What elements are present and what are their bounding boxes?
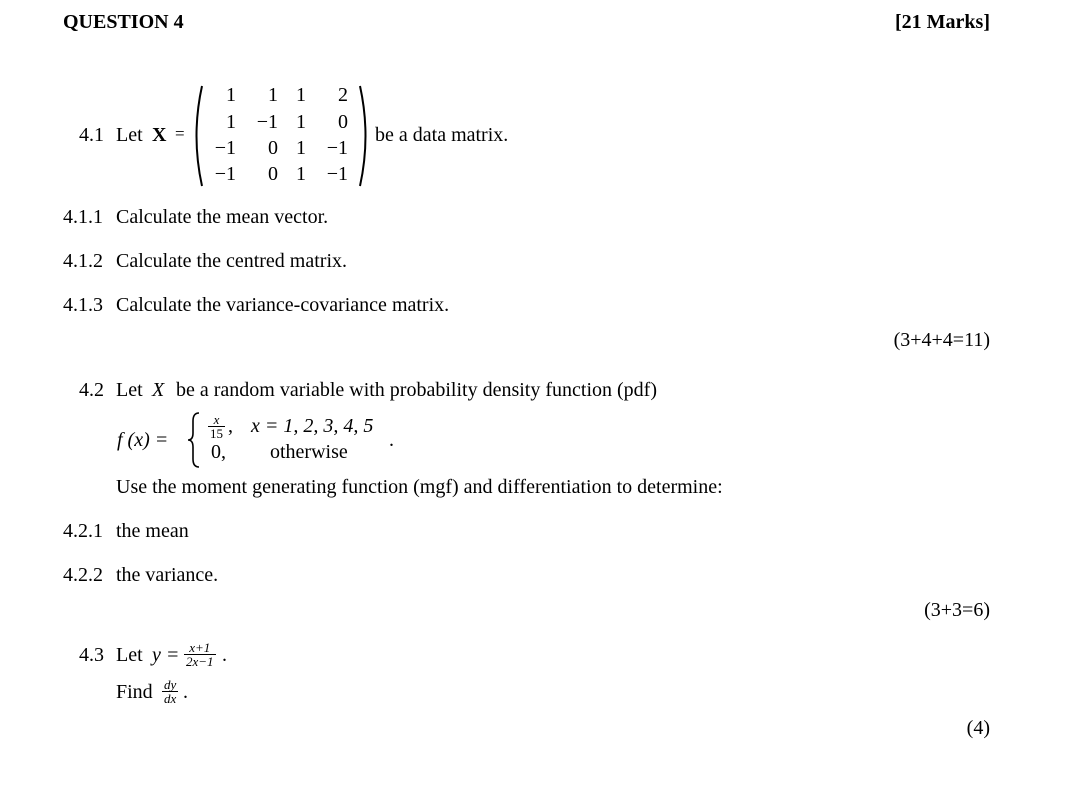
q43-number: 4.3	[79, 644, 104, 666]
q42-marks: (3+3=6)	[924, 599, 990, 621]
q41-equals: =	[175, 124, 185, 143]
q421-number: 4.2.1	[63, 520, 103, 542]
q41-marks: (3+4+4=11)	[893, 329, 990, 351]
q43-frac-num: x+1	[184, 641, 216, 655]
q42-instruction: Use the moment generating function (mgf) and differentiation to determine:	[116, 476, 723, 498]
q412-text: Calculate the centred matrix.	[116, 250, 348, 272]
q43-period: .	[222, 644, 227, 666]
q411-number: 4.1.1	[63, 206, 103, 228]
q42-number: 4.2	[79, 379, 104, 401]
matrix-cell: 1	[226, 111, 236, 133]
q43-derivative	[162, 678, 178, 705]
matrix-cell: 1	[268, 84, 278, 106]
left-paren	[190, 84, 204, 188]
question-title: QUESTION 4	[63, 11, 184, 33]
matrix-cell: −1	[256, 111, 278, 133]
q43-marks: (4)	[966, 717, 990, 739]
q411-text: Calculate the mean vector.	[116, 206, 329, 228]
pdf-case2-cond: otherwise	[270, 441, 348, 463]
right-paren	[358, 84, 372, 188]
pdf-case1-num: x	[208, 413, 225, 427]
pdf-case1-frac	[208, 413, 225, 440]
q43-find: Find	[116, 681, 153, 703]
pdf-case1-comma: ,	[228, 415, 233, 437]
left-brace	[186, 411, 202, 469]
pdf-case1-den: 15	[210, 426, 223, 441]
q42-var: X	[152, 379, 165, 401]
q42-let: Let	[116, 379, 143, 401]
matrix-cell: 1	[226, 84, 236, 106]
q413-text: Calculate the variance-covariance matrix.	[116, 294, 450, 316]
q43-lhs: y =	[152, 644, 180, 666]
matrix-cell: 1	[296, 111, 306, 133]
matrix-cell: −1	[214, 137, 236, 159]
q42-text: be a random variable with probability density function (pdf)	[176, 379, 657, 401]
q43-let: Let	[116, 644, 143, 666]
matrix-cell: 0	[268, 163, 278, 185]
data-matrix	[190, 84, 372, 188]
q43-deriv-den: dx	[164, 691, 177, 706]
q412-number: 4.1.2	[63, 250, 103, 272]
question-total-marks: [21 Marks]	[895, 11, 990, 33]
matrix-cell: 1	[296, 84, 306, 106]
pdf-period: .	[389, 429, 394, 451]
q41-let: Let	[116, 124, 143, 146]
pdf-case2-val: 0,	[211, 441, 226, 463]
matrix-cell: 0	[338, 111, 348, 133]
q43-period2: .	[183, 681, 188, 703]
q421-text: the mean	[116, 520, 189, 542]
q413-number: 4.1.3	[63, 294, 103, 316]
matrix-cell: 1	[296, 163, 306, 185]
matrix-cell: 1	[296, 137, 306, 159]
matrix-cell: −1	[326, 137, 348, 159]
q422-text: the variance.	[116, 564, 219, 586]
q422-number: 4.2.2	[63, 564, 103, 586]
matrix-cell: −1	[214, 163, 236, 185]
q43-frac-den: 2x−1	[186, 654, 214, 669]
q43-fraction	[184, 641, 216, 668]
matrix-cell: 0	[268, 137, 278, 159]
q41-var: X	[152, 124, 167, 146]
pdf-case1-cond: x = 1, 2, 3, 4, 5	[251, 415, 374, 437]
q41-number: 4.1	[79, 124, 104, 146]
matrix-cell: −1	[326, 163, 348, 185]
pdf-lhs: f (x) =	[117, 429, 169, 451]
q41-suffix: be a data matrix.	[375, 124, 509, 146]
matrix-cell: 2	[338, 84, 348, 106]
q43-deriv-num: dy	[164, 677, 177, 692]
